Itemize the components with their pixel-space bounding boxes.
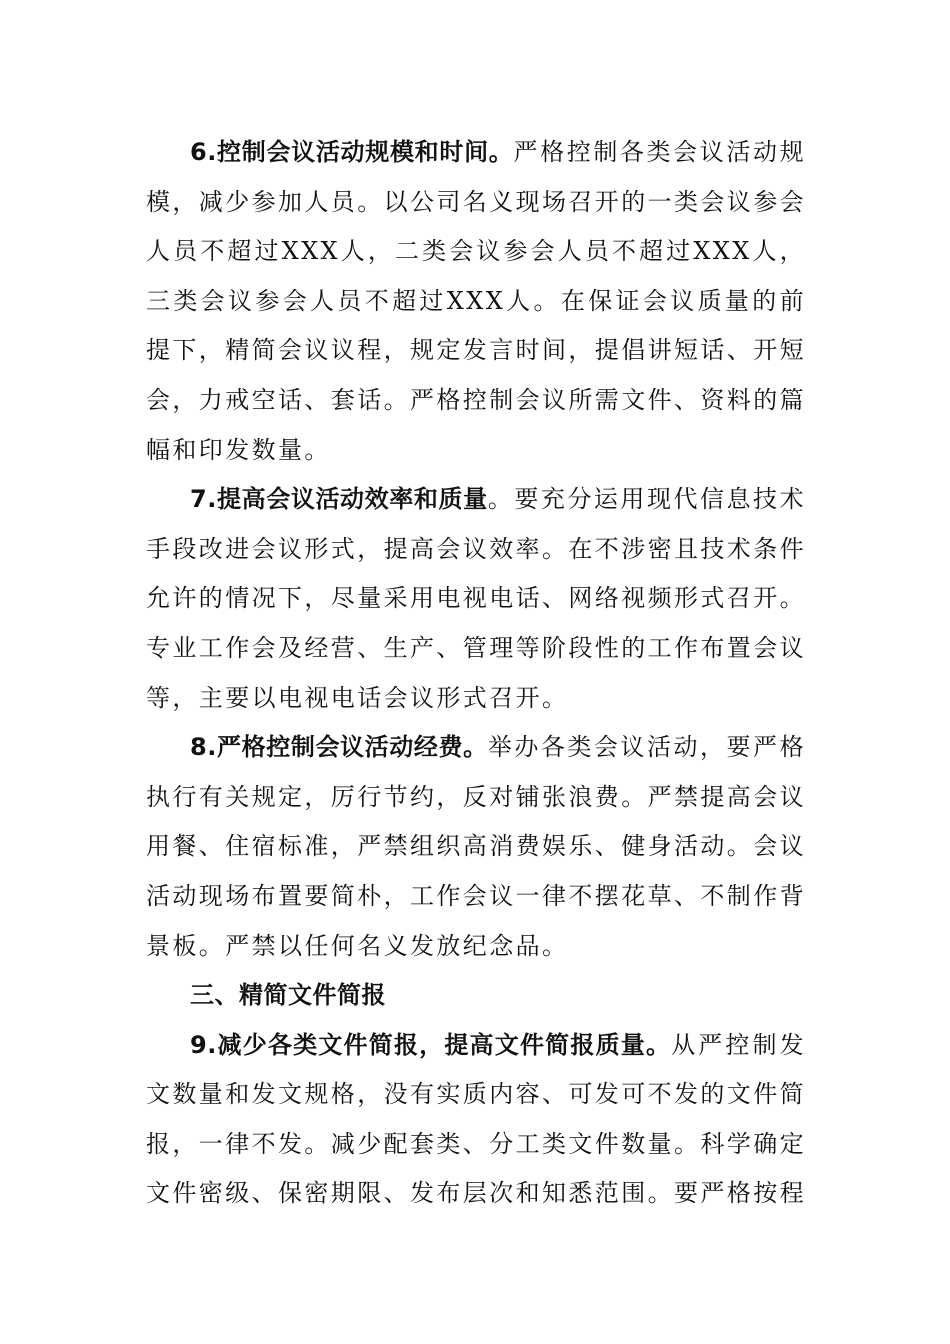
paragraph-8-body: 举办各类会议活动，要严格执行有关规定，厉行节约，反对铺张浪费。严禁提高会议用餐、住宿标准，严禁组织高消费娱乐、健身活动。会议活动现场布置要简朴，工作会议一律不摆花草、不制作背景板。严禁以任何名义发放纪念品。 [146,733,806,960]
paragraph-6-lead: 6.控制会议活动规模和时间。 [190,138,514,166]
paragraph-7 [146,475,806,723]
paragraph-9-body: 从严控制发文数量和发文规格，没有实质内容、可发可不发的文件简报，一律不发。减少配套类、分工类文件数量。科学确定文件密级、保密期限、发布层次和知悉范围。要严格按程 [146,1030,806,1208]
paragraph-6-body: 严格控制各类会议活动规模，减少参加人员。以公司名义现场召开的一类会议参会人员不超过XXX人，二类会议参会人员不超过XXX人，三类会议参会人员不超过XXX人。在保证会议质量的前提下，精简会议议程，规定发言时间，提倡讲短话、开短会，力戒空话、套话。严格控制会议所需文件、资料的篇幅和印发数量。 [146,138,806,464]
paragraph-8-lead: 8.严格控制会议活动经费。 [190,733,488,762]
paragraph-7-lead: 7.提高会议活动效率和质量 [190,485,488,514]
paragraph-7-body: 。要充分运用现代信息技术手段改进会议形式，提高会议效率。在不涉密且技术条件允许的情况下，尽量采用电视电话、网络视频形式召开。专业工作会及经营、生产、管理等阶段性的工作布置会议等，主要以电视电话会议形式召开。 [146,485,806,712]
document-page [146,128,806,1219]
paragraph-9 [146,1021,806,1219]
section-heading: 三、精简文件简报 [190,981,386,1010]
paragraph-8 [146,723,806,971]
paragraph-6 [146,128,806,475]
paragraph-9-lead: 9.减少各类文件简报，提高文件简报质量。 [190,1030,672,1059]
